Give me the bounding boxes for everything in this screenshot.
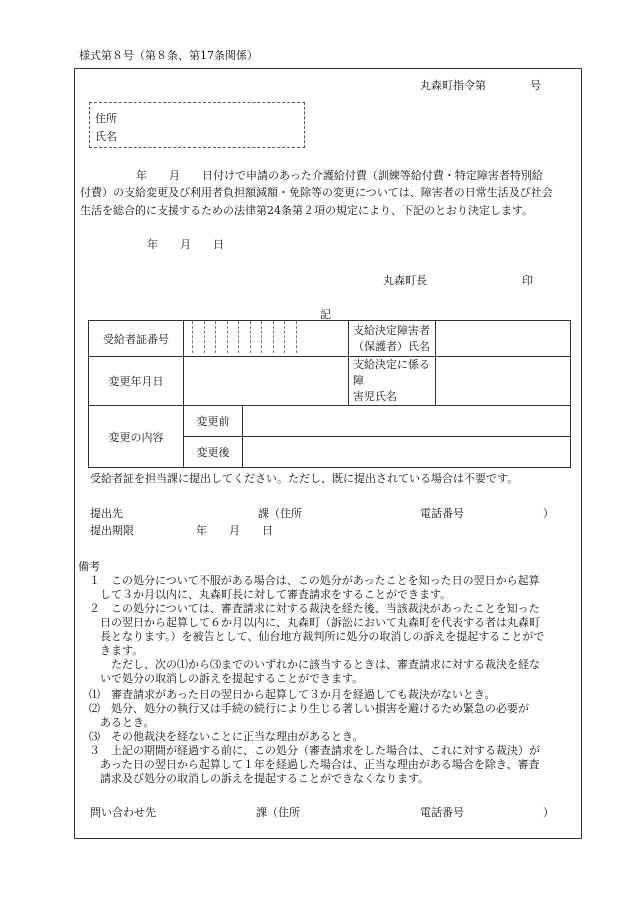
note-line-7: ただし、次の⑴から⑶までのいずれかに該当するときは、審査請求に対する裁決を経な [78, 658, 540, 671]
note-line-4: 日の翌日から起算して６か月以内に、丸森町（訴訟において丸森町を代表する者は丸森町 [78, 616, 540, 629]
submit-paren-close: ） [543, 507, 554, 520]
after-label: 変更後 [184, 437, 243, 467]
body-line-1: 年 月 日付けで申請のあった介護給付費（訓練等給付費・特定障害者特別給 [136, 169, 543, 182]
address-label: 住所 [95, 112, 117, 125]
submit-dest-label: 提出先 [90, 507, 123, 520]
note-line-2: して３か月以内に、丸森町長に対して審査請求をすることができます。 [78, 588, 452, 601]
decided-person-field[interactable] [436, 321, 571, 357]
change-date-field[interactable] [184, 357, 349, 406]
decided-person-label: 支給決定障害者 （保護者）氏名 [349, 321, 436, 357]
note-line-8: いで処分の取消しの訴えを提起することができます。 [78, 672, 364, 685]
notes-title: 備考 [78, 560, 100, 573]
doc-number: 丸森町指令第 号 [420, 79, 541, 92]
submit-deadline-label: 提出期限 [90, 524, 134, 537]
certificate-note: 受給者証を担当課に提出してください。ただし、既に提出されている場合は不要です。 [90, 472, 519, 485]
change-before-row [184, 406, 571, 437]
note-line-11: あるとき。 [78, 716, 155, 729]
note-line-12: ⑶ その他裁決を経ないことに正当な理由があるとき。 [78, 730, 364, 743]
inquiry-dept: 課（住所 [256, 806, 300, 819]
submit-dest-phone: 電話番号 [420, 507, 464, 520]
note-line-15: 請求及び処分の取消しの訴えを提起することができなくなります。 [78, 772, 430, 785]
submit-deadline-date: 年 月 日 [196, 524, 273, 537]
change-content-label: 変更の内容 [89, 406, 184, 468]
change-after-row [184, 437, 571, 468]
note-line-14: あった日の翌日から起算して１年を経過した場合は、正当な理由がある場合を除き、審査 [78, 758, 540, 771]
child-label: 支給決定に係る障 害児氏名 [349, 357, 436, 406]
seal-mark: 印 [522, 274, 533, 287]
note-line-13: ３ 上記の期間が経過する前に、この処分（審査請求をした場合は、これに対する裁決）が [78, 744, 540, 757]
note-line-9: ⑴ 審査請求があった日の翌日から起算して３か月を経過しても裁決がないとき。 [78, 688, 496, 701]
note-line-10: ⑵ 処分、処分の執行又は手続の続行により生じる著しい損害を避けるため緊急の必要が [78, 702, 529, 715]
note-line-3: ２ この処分については、審査請求に対する裁決を経た後、当該裁決があったことを知った [78, 602, 540, 615]
change-date-label: 変更年月日 [89, 357, 184, 406]
date-line: 年 月 日 [147, 238, 224, 251]
note-line-1: １ この処分について不服がある場合は、この処分があったことを知った日の翌日から起算 [78, 574, 540, 587]
before-label: 変更前 [184, 406, 243, 436]
child-field[interactable] [436, 357, 571, 406]
address-box [89, 102, 305, 148]
form-label: 様式第８号（第８条、第17条関係） [79, 49, 258, 62]
before-field[interactable] [243, 406, 570, 436]
inquiry-paren-close: ） [543, 806, 554, 819]
note-line-5: 長となります。）を被告として、仙台地方裁判所に処分の取消しの訴えを提起することがで [78, 630, 545, 643]
submit-dest-dept: 課（住所 [258, 507, 302, 520]
body-line-2: 付費）の支給変更及び利用者負担額減額・免除等の変更については、障害者の日常生活及び社会 [80, 186, 553, 199]
recipient-table [88, 320, 571, 468]
recipient-number-label: 受給者証番号 [89, 321, 184, 357]
after-field[interactable] [243, 437, 570, 467]
recipient-number-field[interactable] [184, 321, 349, 357]
ki-heading: 記 [320, 308, 331, 321]
inquiry-phone: 電話番号 [420, 806, 464, 819]
inquiry-label: 問い合わせ先 [90, 806, 156, 819]
issuer: 丸森町長 [383, 274, 427, 287]
name-label: 氏名 [95, 130, 117, 143]
body-line-3: 生活を総合的に支援するための法律第24条第２項の規定により、下記のとおり決定します。 [80, 204, 534, 217]
note-line-6: きます。 [78, 644, 144, 657]
